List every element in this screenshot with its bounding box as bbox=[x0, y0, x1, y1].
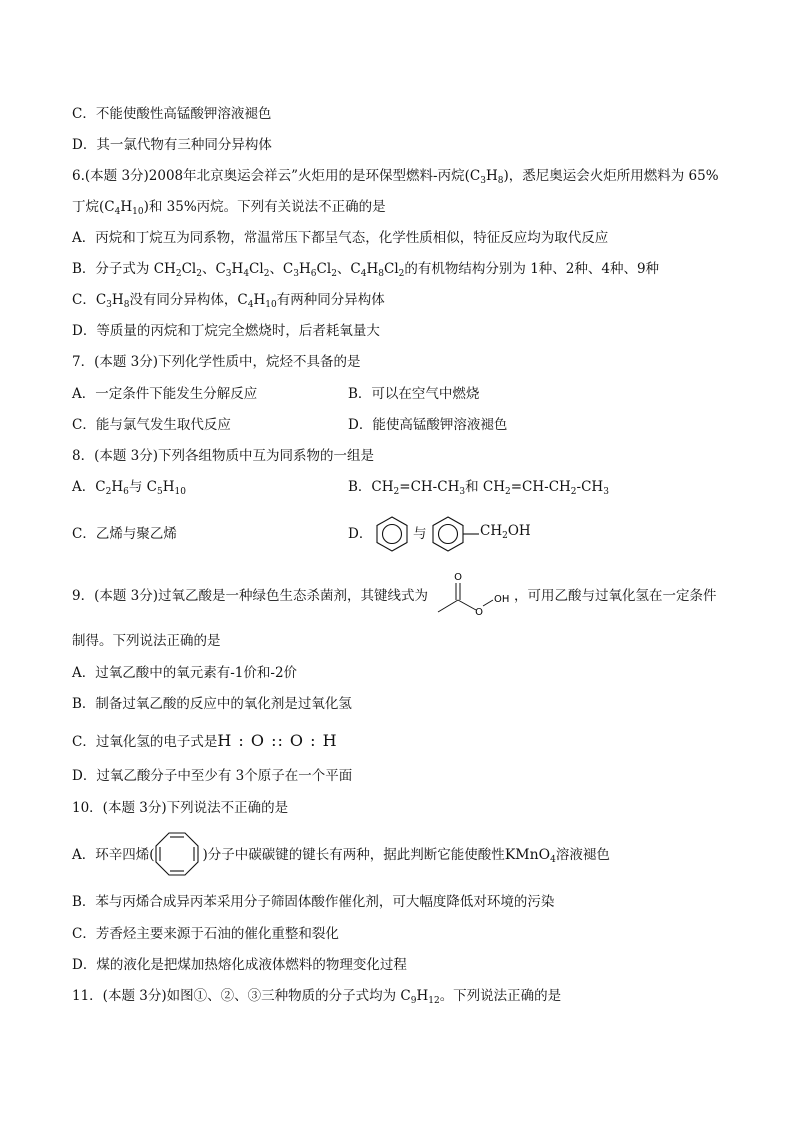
peracetic-acid-carbonyl-o: O bbox=[454, 572, 462, 583]
question-8-option-a[interactable]: A．$C_2H_6$与 $C_5H_{10}$ bbox=[72, 479, 186, 497]
question-8-stem: 8．(本题 3分)下列各组物质中互为同系物的一组是 bbox=[72, 448, 375, 464]
question-10-option-a[interactable]: A．环辛四烯( )分子中碳碳键的键长有两种，据此判断它能使酸性KMnO$_4$溶液褪色 bbox=[72, 847, 610, 865]
question-7-option-b[interactable]: B．可以在空气中燃烧 bbox=[348, 386, 480, 402]
question-8-option-d[interactable]: D． bbox=[348, 526, 373, 542]
question-8-option-d-yu: 与 bbox=[413, 526, 427, 542]
question-7-option-a[interactable]: A．一定条件下能发生分解反应 bbox=[72, 386, 258, 402]
question-8-option-d-group: $CH_2OH$ bbox=[480, 523, 531, 541]
question-10-option-c[interactable]: C．芳香烃主要来源于石油的催化重整和裂化 bbox=[72, 926, 339, 942]
option-c-line: C．不能使酸性高锰酸钾溶液褪色 bbox=[72, 106, 272, 122]
question-9-stem-cont: 制得。下列说法正确的是 bbox=[72, 633, 221, 649]
question-9-stem-right: ，可用乙酸与过氧化氢在一定条件 bbox=[514, 588, 717, 604]
electron-formula: H : O :: O : H bbox=[217, 731, 338, 750]
peracetic-acid-peroxy-o: O bbox=[475, 607, 483, 618]
question-6-option-c[interactable]: C．$C_3H_8$没有同分异构体，$C_4H_{10}$有两种同分异构体 bbox=[72, 292, 385, 310]
question-7-option-d[interactable]: D．能使高锰酸钾溶液褪色 bbox=[348, 417, 508, 433]
question-7-stem: 7．(本题 3分)下列化学性质中，烷烃不具备的是 bbox=[72, 354, 361, 370]
question-10-option-b[interactable]: B．苯与丙烯合成异丙苯采用分子筛固体酸作催化剂，可大幅度降低对环境的污染 bbox=[72, 894, 555, 910]
question-8-option-c[interactable]: C．乙烯与聚乙烯 bbox=[72, 526, 177, 542]
peracetic-acid-oh: OH bbox=[494, 594, 510, 605]
question-6-option-d[interactable]: D．等质量的丙烷和丁烷完全燃烧时，后者耗氧量大 bbox=[72, 323, 380, 339]
question-7-option-c[interactable]: C．能与氯气发生取代反应 bbox=[72, 417, 231, 433]
question-10-stem: 10．(本题 3分)下列说法不正确的是 bbox=[72, 800, 289, 816]
cyclooctatetraene-structure bbox=[154, 831, 200, 877]
question-9-stem: 9．(本题 3分)过氧乙酸是一种绿色生态杀菌剂，其键线式为 bbox=[72, 588, 429, 604]
peracetic-acid-structure bbox=[436, 570, 516, 618]
question-10-option-d[interactable]: D．煤的液化是把煤加热熔化成液体燃料的物理变化过程 bbox=[72, 957, 407, 973]
question-9-option-b[interactable]: B．制备过氧乙酸的反应中的氧化剂是过氧化氢 bbox=[72, 696, 352, 712]
question-6-stem: 6.(本题 3分)2008年北京奥运会祥云”火炬用的是环保型燃料-丙烷$(C_3H_8)$，悉尼奥运会火炬所用燃料为 65% bbox=[72, 168, 719, 186]
question-6-option-a[interactable]: A．丙烷和丁烷互为同系物，常温常压下都呈气态，化学性质相似，特征反应均为取代反应 bbox=[72, 230, 609, 246]
question-11-stem: 11．(本题 3分)如图①、②、③三种物质的分子式均为 $C_9H_{12}$。下列说法正确的是 bbox=[72, 988, 562, 1006]
question-9-option-c[interactable]: C．过氧化氢的电子式是H : O :: O : H bbox=[72, 731, 338, 750]
benzyl-alcohol-structure bbox=[431, 515, 481, 553]
question-9-option-a[interactable]: A．过氧乙酸中的氧元素有-1价和-2价 bbox=[72, 665, 298, 681]
question-6-stem-cont: 丁烷$(C_4H_{10})$和 35%丙烷。下列有关说法不正确的是 bbox=[72, 199, 386, 217]
question-9-option-d[interactable]: D．过氧乙酸分子中至少有 3个原子在一个平面 bbox=[72, 768, 353, 784]
question-6-option-b[interactable]: B．分子式为 $CH_2Cl_2$、$C_3H_4Cl_2$、$C_3H_6Cl_2$、$C_4H_8Cl_2$的有机物结构分别为 1种、2种、4种、9种 bbox=[72, 261, 660, 279]
option-d-line: D．其一氯代物有三种同分异构体 bbox=[72, 137, 272, 153]
question-8-option-b[interactable]: B．$CH_2=CH-CH_3$和 $CH_2=CH-CH_2-CH_3$ bbox=[348, 479, 609, 497]
benzene-structure bbox=[375, 515, 409, 553]
